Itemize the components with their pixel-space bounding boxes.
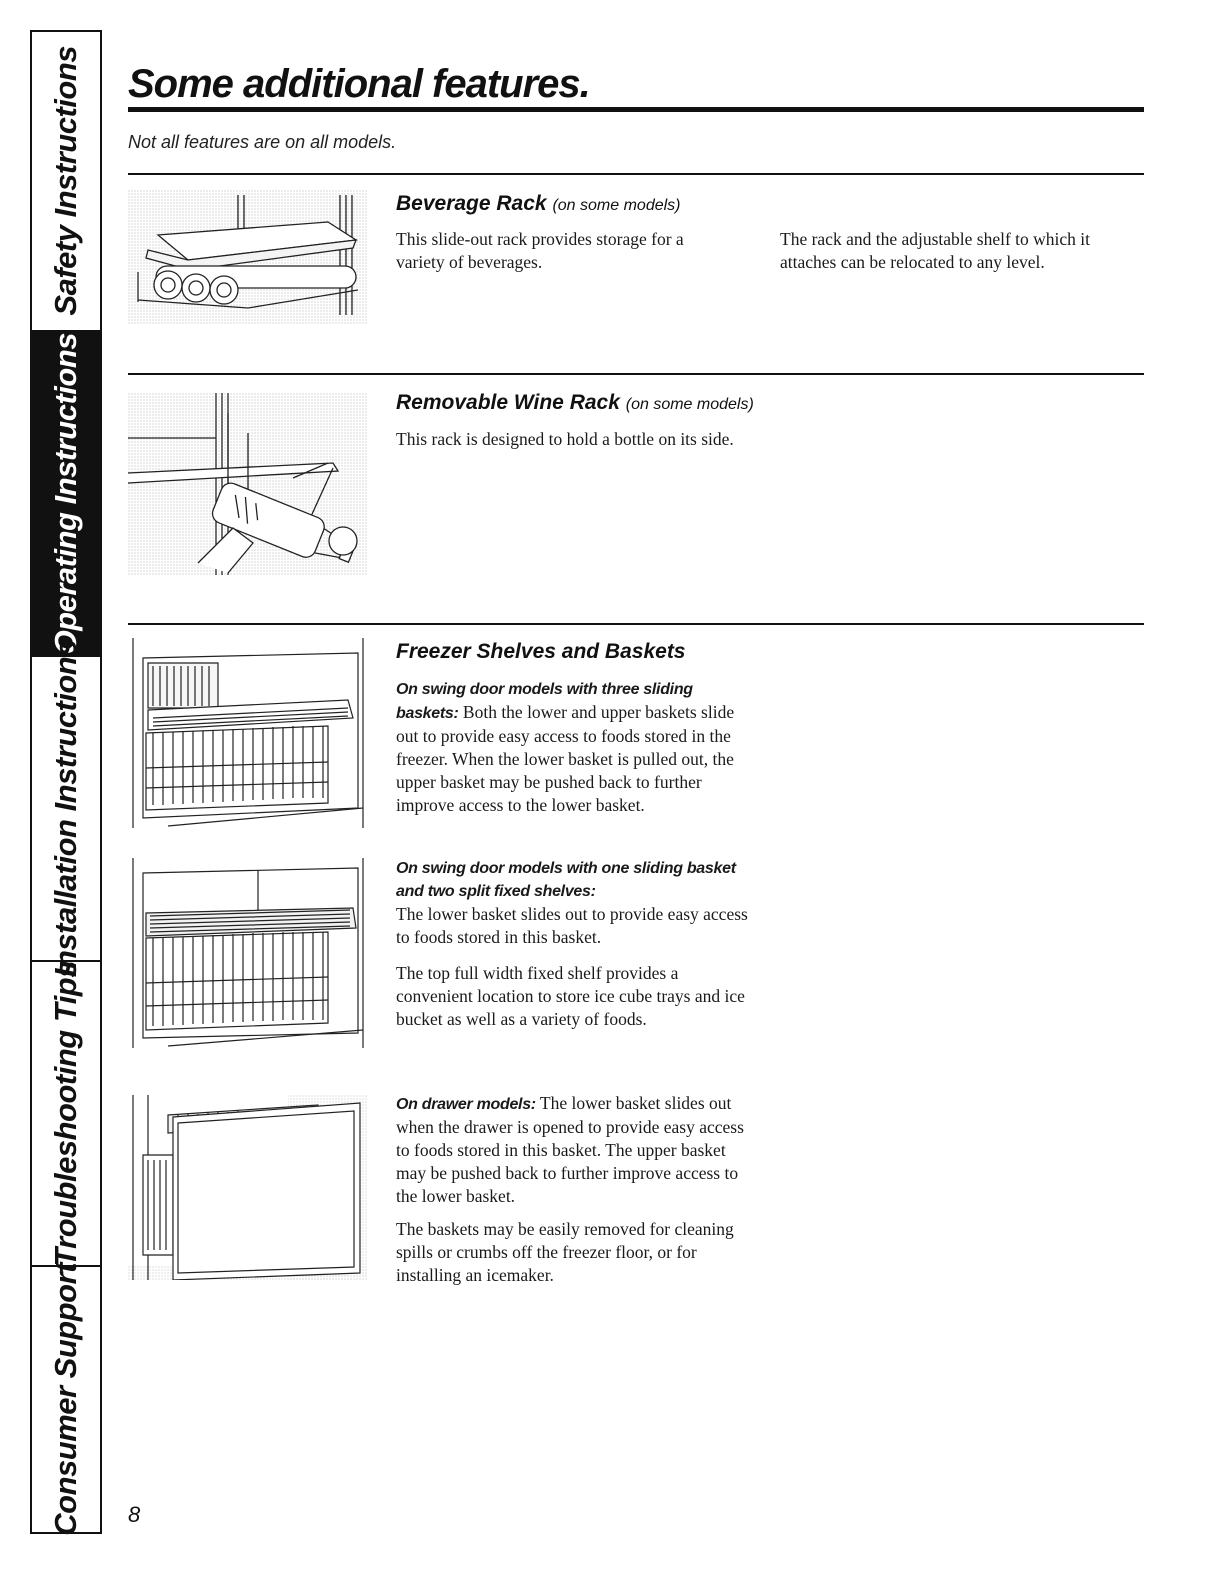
- freezer-heading: [396, 640, 686, 664]
- paragraph-text: The lower basket slides out to provide easy access to foods stored in this basket.: [396, 904, 748, 947]
- page-number: 8: [128, 1502, 141, 1527]
- split-shelves-paragraph: [396, 857, 748, 949]
- paragraph-text: Both the lower and upper baskets slide out to provide easy access to foods stored in the freezer. When the lower basket is pulled out, the upper basket may be pushed back to further improve access to the lower basket.: [396, 702, 735, 815]
- beverage-rack-text: This slide-out rack provides storage for a variety of beverages.: [396, 229, 684, 272]
- tab-troubleshooting-tips[interactable]: [32, 962, 100, 1267]
- page-subtitle: Not all features are on all models.: [128, 132, 397, 152]
- heading-note: (on some models): [625, 396, 754, 413]
- wine-rack-text: This rack is designed to hold a bottle on its side.: [396, 429, 734, 449]
- removal-paragraph: The baskets may be easily removed for cleaning spills or crumbs off the freezer floor, or for installing an icemaker.: [396, 1219, 734, 1285]
- heading-text: Removable Wine Rack: [396, 391, 620, 414]
- section-divider: [128, 173, 1144, 175]
- section-divider: [128, 623, 1144, 625]
- beverage-rack-relocation-text: The rack and the adjustable shelf to which it attaches can be relocated to any level.: [780, 229, 1091, 272]
- drawer-model-illustration: [128, 1095, 368, 1280]
- paragraph-lead: On swing door models with three sliding baskets:: [396, 681, 693, 722]
- tab-label: Troubleshooting Tips: [48, 960, 83, 1267]
- tab-consumer-support[interactable]: [32, 1263, 100, 1536]
- wine-rack-heading: [396, 391, 754, 415]
- wine-rack-illustration: [128, 393, 368, 575]
- tab-label: Safety Instructions: [48, 46, 83, 316]
- heading-text: Freezer Shelves and Baskets: [396, 640, 686, 663]
- three-baskets-illustration: [128, 638, 368, 830]
- page-title: Some additional features.: [128, 62, 590, 106]
- three-baskets-paragraph: [396, 677, 748, 817]
- title-rule: [128, 107, 1144, 112]
- tab-safety-instructions[interactable]: [32, 32, 100, 332]
- tab-installation-instructions[interactable]: [32, 639, 100, 978]
- section-divider: [128, 373, 1144, 375]
- heading-text: Beverage Rack: [396, 192, 547, 215]
- tab-label: Operating Instructions: [48, 332, 83, 655]
- paragraph-lead: On drawer models:: [396, 1096, 536, 1113]
- split-shelves-illustration: [128, 858, 368, 1050]
- beverage-rack-heading: [396, 192, 681, 216]
- tab-label: Consumer Support: [48, 1263, 83, 1536]
- drawer-models-paragraph: [396, 1092, 748, 1208]
- tab-label: Installation Instructions: [48, 639, 83, 978]
- paragraph-lead: On swing door models with one sliding basket and two split fixed shelves:: [396, 860, 736, 900]
- beverage-rack-illustration: [128, 190, 368, 325]
- section-tab-strip: [30, 30, 102, 1534]
- fixed-shelf-paragraph: The top full width fixed shelf provides a convenient location to store ice cube trays and ice bucket as well as a variety of foods.: [396, 963, 745, 1029]
- heading-note: (on some models): [552, 197, 681, 214]
- tab-operating-instructions[interactable]: [32, 332, 100, 657]
- paragraph-text: The lower basket slides out when the drawer is opened to provide easy access to foods stored in this basket. The upper basket may be pushed back to further improve access to the lower basket.: [396, 1093, 744, 1206]
